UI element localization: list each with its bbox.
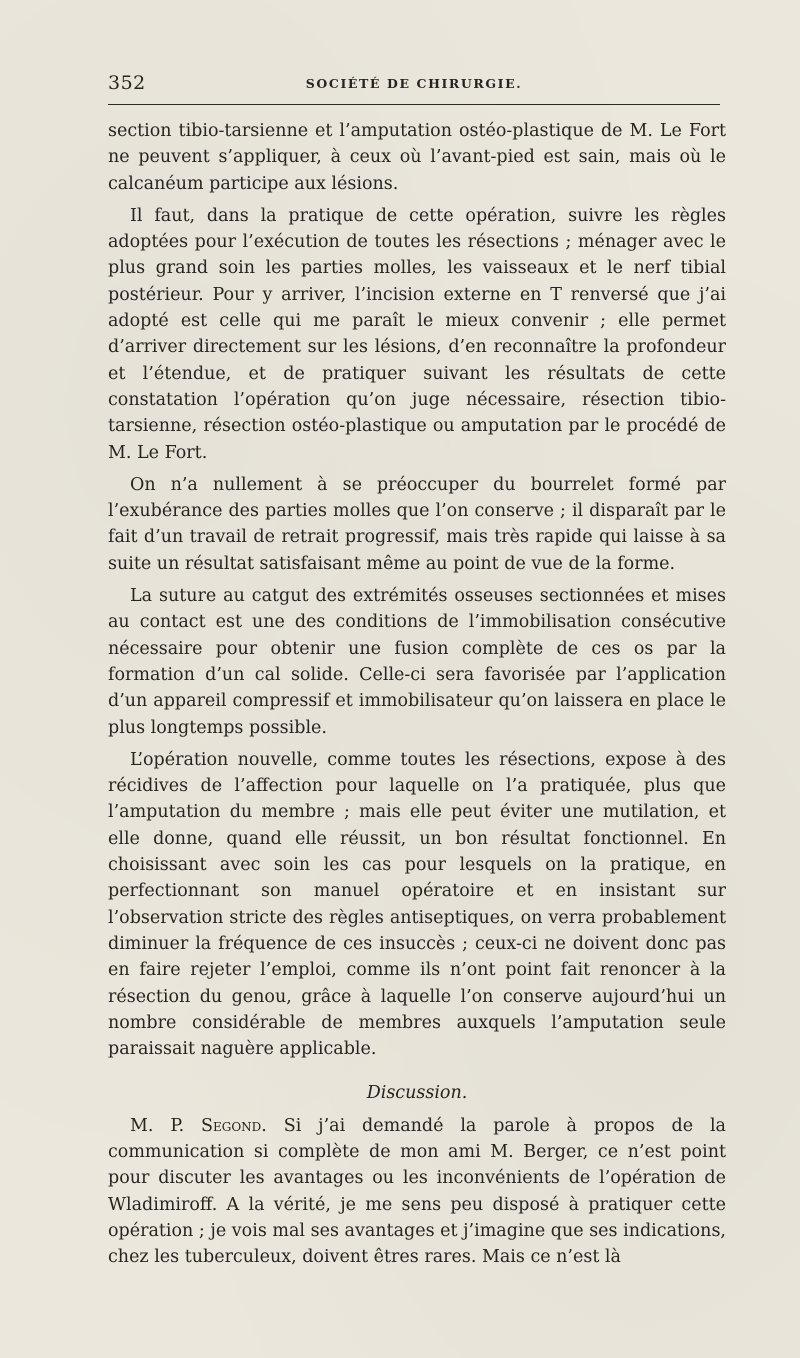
paragraph-continued: section tibio-tarsienne et l’amputation ostéo-plastique de M. Le Fort ne peuvent s’appliquer, à ceux où l’avant-pied est sain, mais où le calcanéum participe aux lésions. xyxy=(108,121,726,194)
discussion-text: Si j’ai demandé la parole à propos de la communication si complète de mon ami M. Berger, ce n’est point pour discuter les avantages ou les inconvénients de l’opération de Wladimiroff. A la vérité, je me sens peu disposé à pratiquer cette opération ; je vois mal ses avantages et j’imagine que ses indications, chez les tuberculeux, doivent êtres rares. Mais ce n’est là xyxy=(108,1115,726,1268)
paragraph: On n’a nullement à se préoccuper du bourrelet formé par l’exubérance des parties molles que l’on conserve ; il disparaît par le fait d’un travail de retrait progressif, mais très rapide qui laisse à sa suite un résultat satisfaisant même au point de vue de la forme. xyxy=(108,474,726,574)
section-heading: Discussion. xyxy=(366,1083,468,1104)
paragraph: Il faut, dans la pratique de cette opération, suivre les règles adoptées pour l’exécution de toutes les résections ; ménager avec le plus grand soin les parties molles, les vaisseaux et le nerf tibial postérieur. Pour y arriver, l’incision externe en T renversé que j’ai adopté est celle qui me paraît le mieux convenir ; elle permet d’arriver directement sur les lésions, d’en reconnaître la profondeur et l’étendue, et de pratiquer suivant les résultats de cette constatation l’opération qu’on juge nécessaire, résection tibio-tarsienne, résection ostéo-plastique ou amputation par le procédé de M. Le Fort. xyxy=(108,205,726,463)
speaker-name: Segond. xyxy=(201,1115,267,1136)
paragraph: La suture au catgut des extrémités osseuses sectionnées et mises au contact est une des conditions de l’immobilisation consécutive nécessaire pour obtenir une fusion complète de ces os par la formation d’un cal solide. Celle-ci sera favorisée par l’application d’un appareil compressif et immobilisateur qu’on laissera en place le plus longtemps possible. xyxy=(108,586,726,738)
discussion-paragraph xyxy=(108,1113,726,1271)
page-header xyxy=(108,72,720,98)
speaker-prefix: M. P. xyxy=(130,1115,185,1136)
running-head: SOCIÉTÉ DE CHIRURGIE. xyxy=(305,76,523,91)
body-text xyxy=(108,118,726,1270)
paragraph: L’opération nouvelle, comme toutes les résections, expose à des récidives de l’affection pour laquelle on l’a pratiquée, plus que l’amputation du membre ; mais elle peut éviter une mutilation, et elle donne, quand elle réussit, un bon résultat fonctionnel. En choisissant avec soin les cas pour lesquels on la pratique, en perfectionnant son manuel opératoire et en insistant sur l’observation stricte des règles antiseptiques, on verra probablement diminuer la fréquence de ces insuccès ; ceux-ci ne doivent donc pas en faire rejeter l’emploi, comme ils n’ont point fait renoncer à la résection du genou, grâce à laquelle l’on conserve aujourd’hui un nombre considérable de membres auxquels l’amputation seule paraissait naguère applicable. xyxy=(108,749,726,1060)
header-rule xyxy=(108,104,720,105)
page-number: 352 xyxy=(108,72,146,94)
